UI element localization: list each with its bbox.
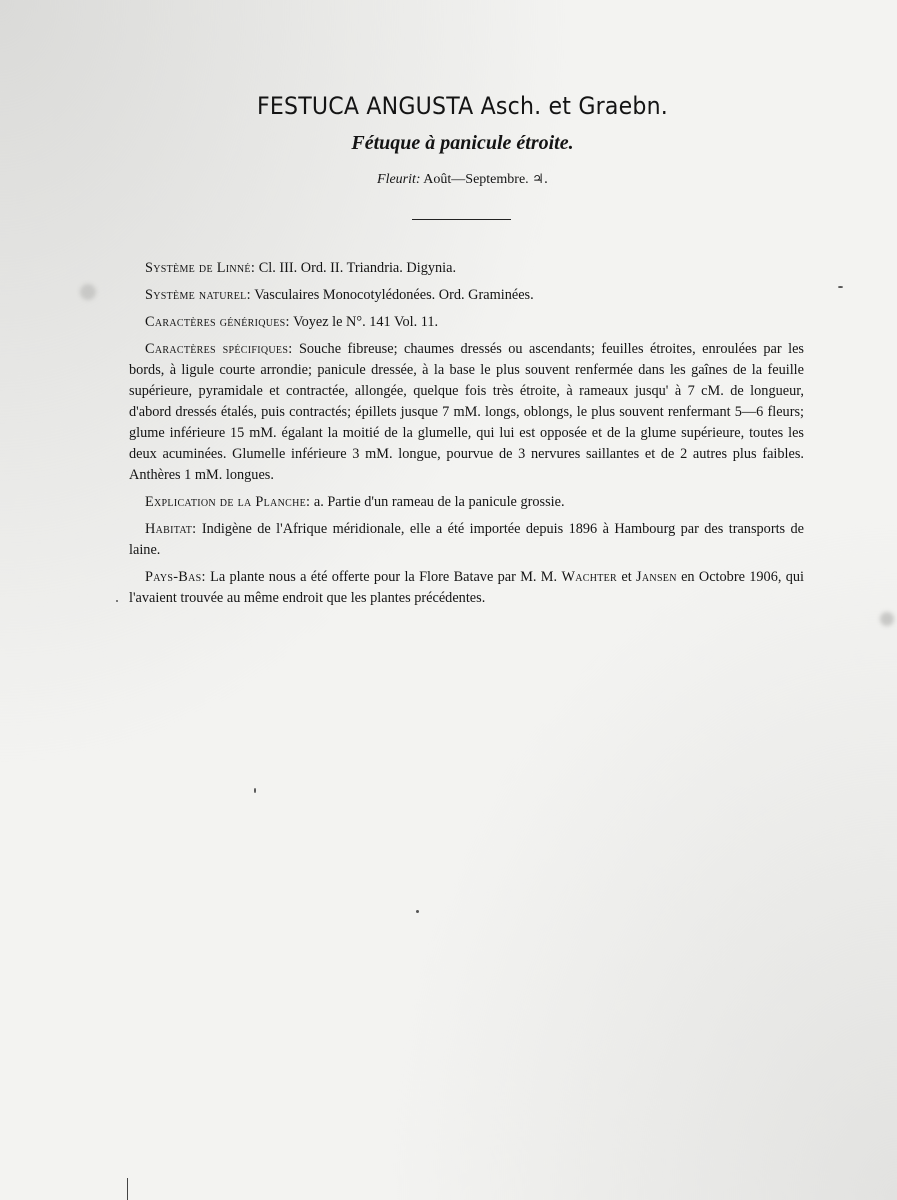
section-label: Habitat: <box>145 521 197 537</box>
scan-speck <box>254 788 256 793</box>
section-text: Vasculaires Monocotylédonées. Ord. Graminées. <box>254 287 534 303</box>
flowering-line <box>14 172 897 188</box>
description-body <box>129 258 804 615</box>
scan-speck <box>838 286 843 288</box>
section-text: Cl. III. Ord. II. Triandria. Digynia. <box>258 260 457 276</box>
scan-blot <box>880 612 894 626</box>
section-text: La plante nous a été offerte pour la Flore Batave par M. M. <box>210 569 558 585</box>
section-specifiques <box>129 339 804 486</box>
perennial-symbol: ♃. <box>532 172 548 187</box>
section-label: Pays-Bas: <box>145 569 206 585</box>
conjunction: et <box>621 569 632 585</box>
species-title: FESTUCA ANGUSTA Asch. et Graebn. <box>257 92 668 120</box>
section-text: Souche fibreuse; chaumes dressés ou ascendants; feuilles étroites, enroulées par les bords, à ligule courte arrondie; panicule dressée, à la base le plus souvent renfermée dans les gaînes de la feuille supérieure, pyramidale et contractée, allongée, quelque fois très étroite, à rameaux jusqu' à 7 cM. de longueur, d'abord dressés étalés, puis contractés; épillets jusque 7 mM. longs, oblongs, le plus souvent renfermant 5—6 fleurs; glume inférieure 15 mM. égalant la moitié de la glumelle, qui lui est opposée et de la glume supérieure, toutes les deux acuminées. Glumelle inférieure 3 mM. longue, pourvue de 3 nervures saillantes et de 2 autres plus faibles. Anthères 1 mM. longues. <box>129 341 804 483</box>
section-linne <box>129 258 804 279</box>
scan-blot <box>80 284 96 300</box>
section-label: Caractères génériques: <box>145 314 290 330</box>
section-label: Explication de la Planche: <box>145 494 311 510</box>
section-label: Système de Linné: <box>145 260 256 276</box>
section-naturel <box>129 285 804 306</box>
section-generiques <box>129 312 804 333</box>
scan-edge-mark <box>127 1178 128 1200</box>
section-paysbas <box>129 567 804 609</box>
section-text: Voyez le N°. 141 Vol. 11. <box>293 314 439 330</box>
flowering-period: Août—Septembre. <box>423 172 529 187</box>
section-text: en Octobre 1906, qui l'avaient trouvée au même endroit que les plantes précédentes. <box>129 569 805 606</box>
scan-speck <box>116 600 118 602</box>
section-text: Indigène de l'Afrique méridionale, elle a été importée depuis 1896 à Hambourg par des transports de laine. <box>129 521 805 558</box>
collector-name: Wachter <box>561 569 618 585</box>
section-text: a. Partie d'un rameau de la panicule grossie. <box>313 494 565 510</box>
collector-name: Jansen <box>636 569 677 585</box>
section-explication <box>129 492 804 513</box>
scan-speck <box>416 910 419 913</box>
common-name: Fétuque à panicule étroite. <box>351 132 574 154</box>
section-label: Système naturel: <box>145 287 251 303</box>
flowering-label: Fleurit: <box>377 172 421 187</box>
section-label: Caractères spécifiques: <box>145 341 293 357</box>
section-habitat <box>129 519 804 561</box>
title-divider <box>412 219 511 220</box>
